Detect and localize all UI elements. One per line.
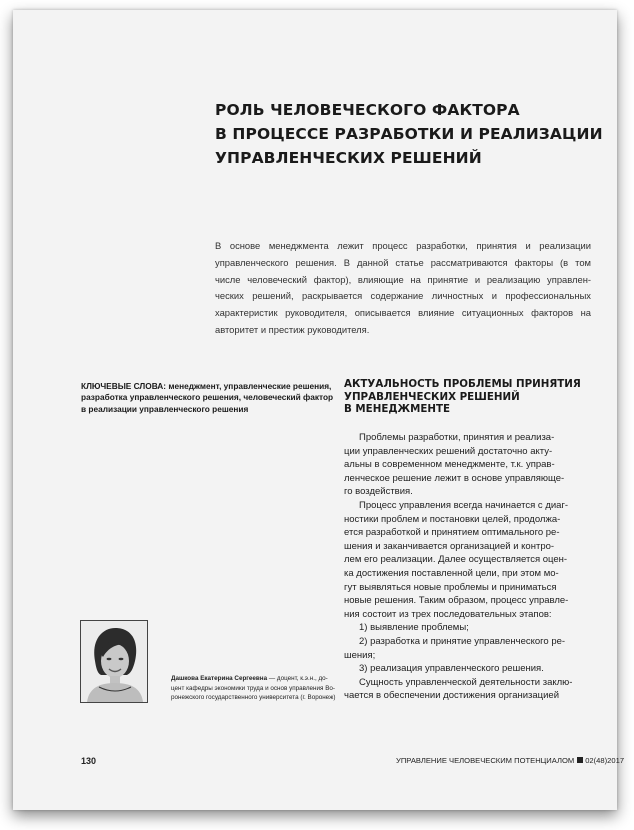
abstract-line: ческих решений, раскрывается содержание личностных и профессиональных	[215, 290, 591, 302]
title-line: УПРАВЛЕНЧЕСКИХ РЕШЕНИЙ	[215, 149, 482, 167]
body-line: Проблемы разработки, принятия и реализа-	[359, 432, 555, 443]
body-line: чается в обеспечении достижения организацией	[344, 690, 560, 702]
keywords-line: КЛЮЧЕВЫЕ СЛОВА: менеджмент, управленческие решения,	[81, 381, 332, 391]
abstract-line: авторитет и престиж руководителя.	[215, 323, 370, 335]
author-bio: цент кафедры экономики труда и основ управления Во-	[171, 684, 335, 692]
abstract-line: характеристик руководителя, описывается влияние ситуационных факторов на	[215, 307, 591, 319]
keywords-line: разработка управленческого решения, человеческий фактор	[81, 392, 334, 403]
section-heading	[344, 378, 604, 416]
abstract-line: числе человеческий фактор), влияющие на принятие и реализацию управлен-	[215, 273, 591, 285]
body-line: 2) разработка и принятие управленческого ре-	[359, 635, 566, 647]
journal-name: УПРАВЛЕНИЕ ЧЕЛОВЕЧЕСКИМ ПОТЕНЦИАЛОМ	[396, 756, 575, 765]
square-bullet-icon	[577, 757, 583, 763]
title-line: РОЛЬ ЧЕЛОВЕЧЕСКОГО ФАКТОРА	[215, 101, 520, 119]
keywords-block	[81, 381, 334, 415]
keywords-line: в реализации управленческого решения	[81, 403, 249, 414]
body-line: ции управленческих решений достаточно акту-	[344, 445, 553, 457]
journal-footer	[396, 756, 624, 765]
article-title	[215, 98, 603, 170]
body-line: лем его реализации. Далее осуществляется оцен-	[344, 554, 568, 566]
body-line: альны в современном менеджменте, т.к. управ-	[344, 459, 555, 471]
section-heading-line: УПРАВЛЕНЧЕСКИХ РЕШЕНИЙ	[344, 390, 520, 403]
body-line: 1) выявление проблемы;	[359, 622, 469, 634]
body-line: ленческое решение лежит в основе управляюще-	[344, 472, 565, 484]
author-name: Дашкова Екатерина Сергеевна	[171, 675, 268, 682]
author-photo	[80, 620, 148, 703]
body-line: ностики проблем и постановки целей, продолжа-	[344, 513, 561, 525]
journal-issue: 02(48)2017	[585, 756, 625, 765]
abstract-line: управленческого решения. В данной статье рассматриваются факторы (в том	[215, 256, 591, 268]
section-heading-line: В МЕНЕДЖМЕНТЕ	[344, 403, 451, 415]
author-bio: — доцент, к.э.н., до-	[267, 675, 328, 682]
body-line: новые решения. Таким образом, процесс управле-	[344, 595, 569, 607]
body-line: го воздействия.	[344, 486, 413, 498]
body-line: ется разработкой и принятием оптимального ре-	[344, 527, 560, 539]
section-heading-line: АКТУАЛЬНОСТЬ ПРОБЛЕМЫ ПРИНЯТИЯ	[344, 378, 581, 390]
abstract-line: В основе менеджмента лежит процесс разработки, принятия и реализации	[215, 240, 591, 251]
body-line: шения;	[344, 649, 376, 661]
body-line: 3) реализация управленческого решения.	[359, 663, 544, 675]
title-line: В ПРОЦЕССЕ РАЗРАБОТКИ И РЕАЛИЗАЦИИ	[215, 125, 603, 143]
body-line: шения и заканчивается организацией и контро-	[344, 540, 555, 552]
article-body	[344, 431, 589, 703]
page-number: 130	[81, 756, 97, 766]
body-line: Процесс управления всегда начинается с диаг-	[359, 499, 569, 511]
body-line: Сущность управленческой деятельности заклю-	[359, 676, 573, 688]
author-bio: ронежского государственного университета (г. Воронеж)	[171, 694, 336, 702]
body-line: гут выявляться новые проблемы и приниматься	[344, 581, 557, 593]
author-portrait-icon	[81, 621, 147, 702]
article-abstract	[215, 238, 591, 339]
journal-page	[13, 10, 625, 810]
body-line: ка достижения поставленной цели, при этом мо-	[344, 567, 559, 579]
author-info	[171, 674, 336, 703]
body-line: ния состоит из трех последовательных этапов:	[344, 608, 552, 620]
